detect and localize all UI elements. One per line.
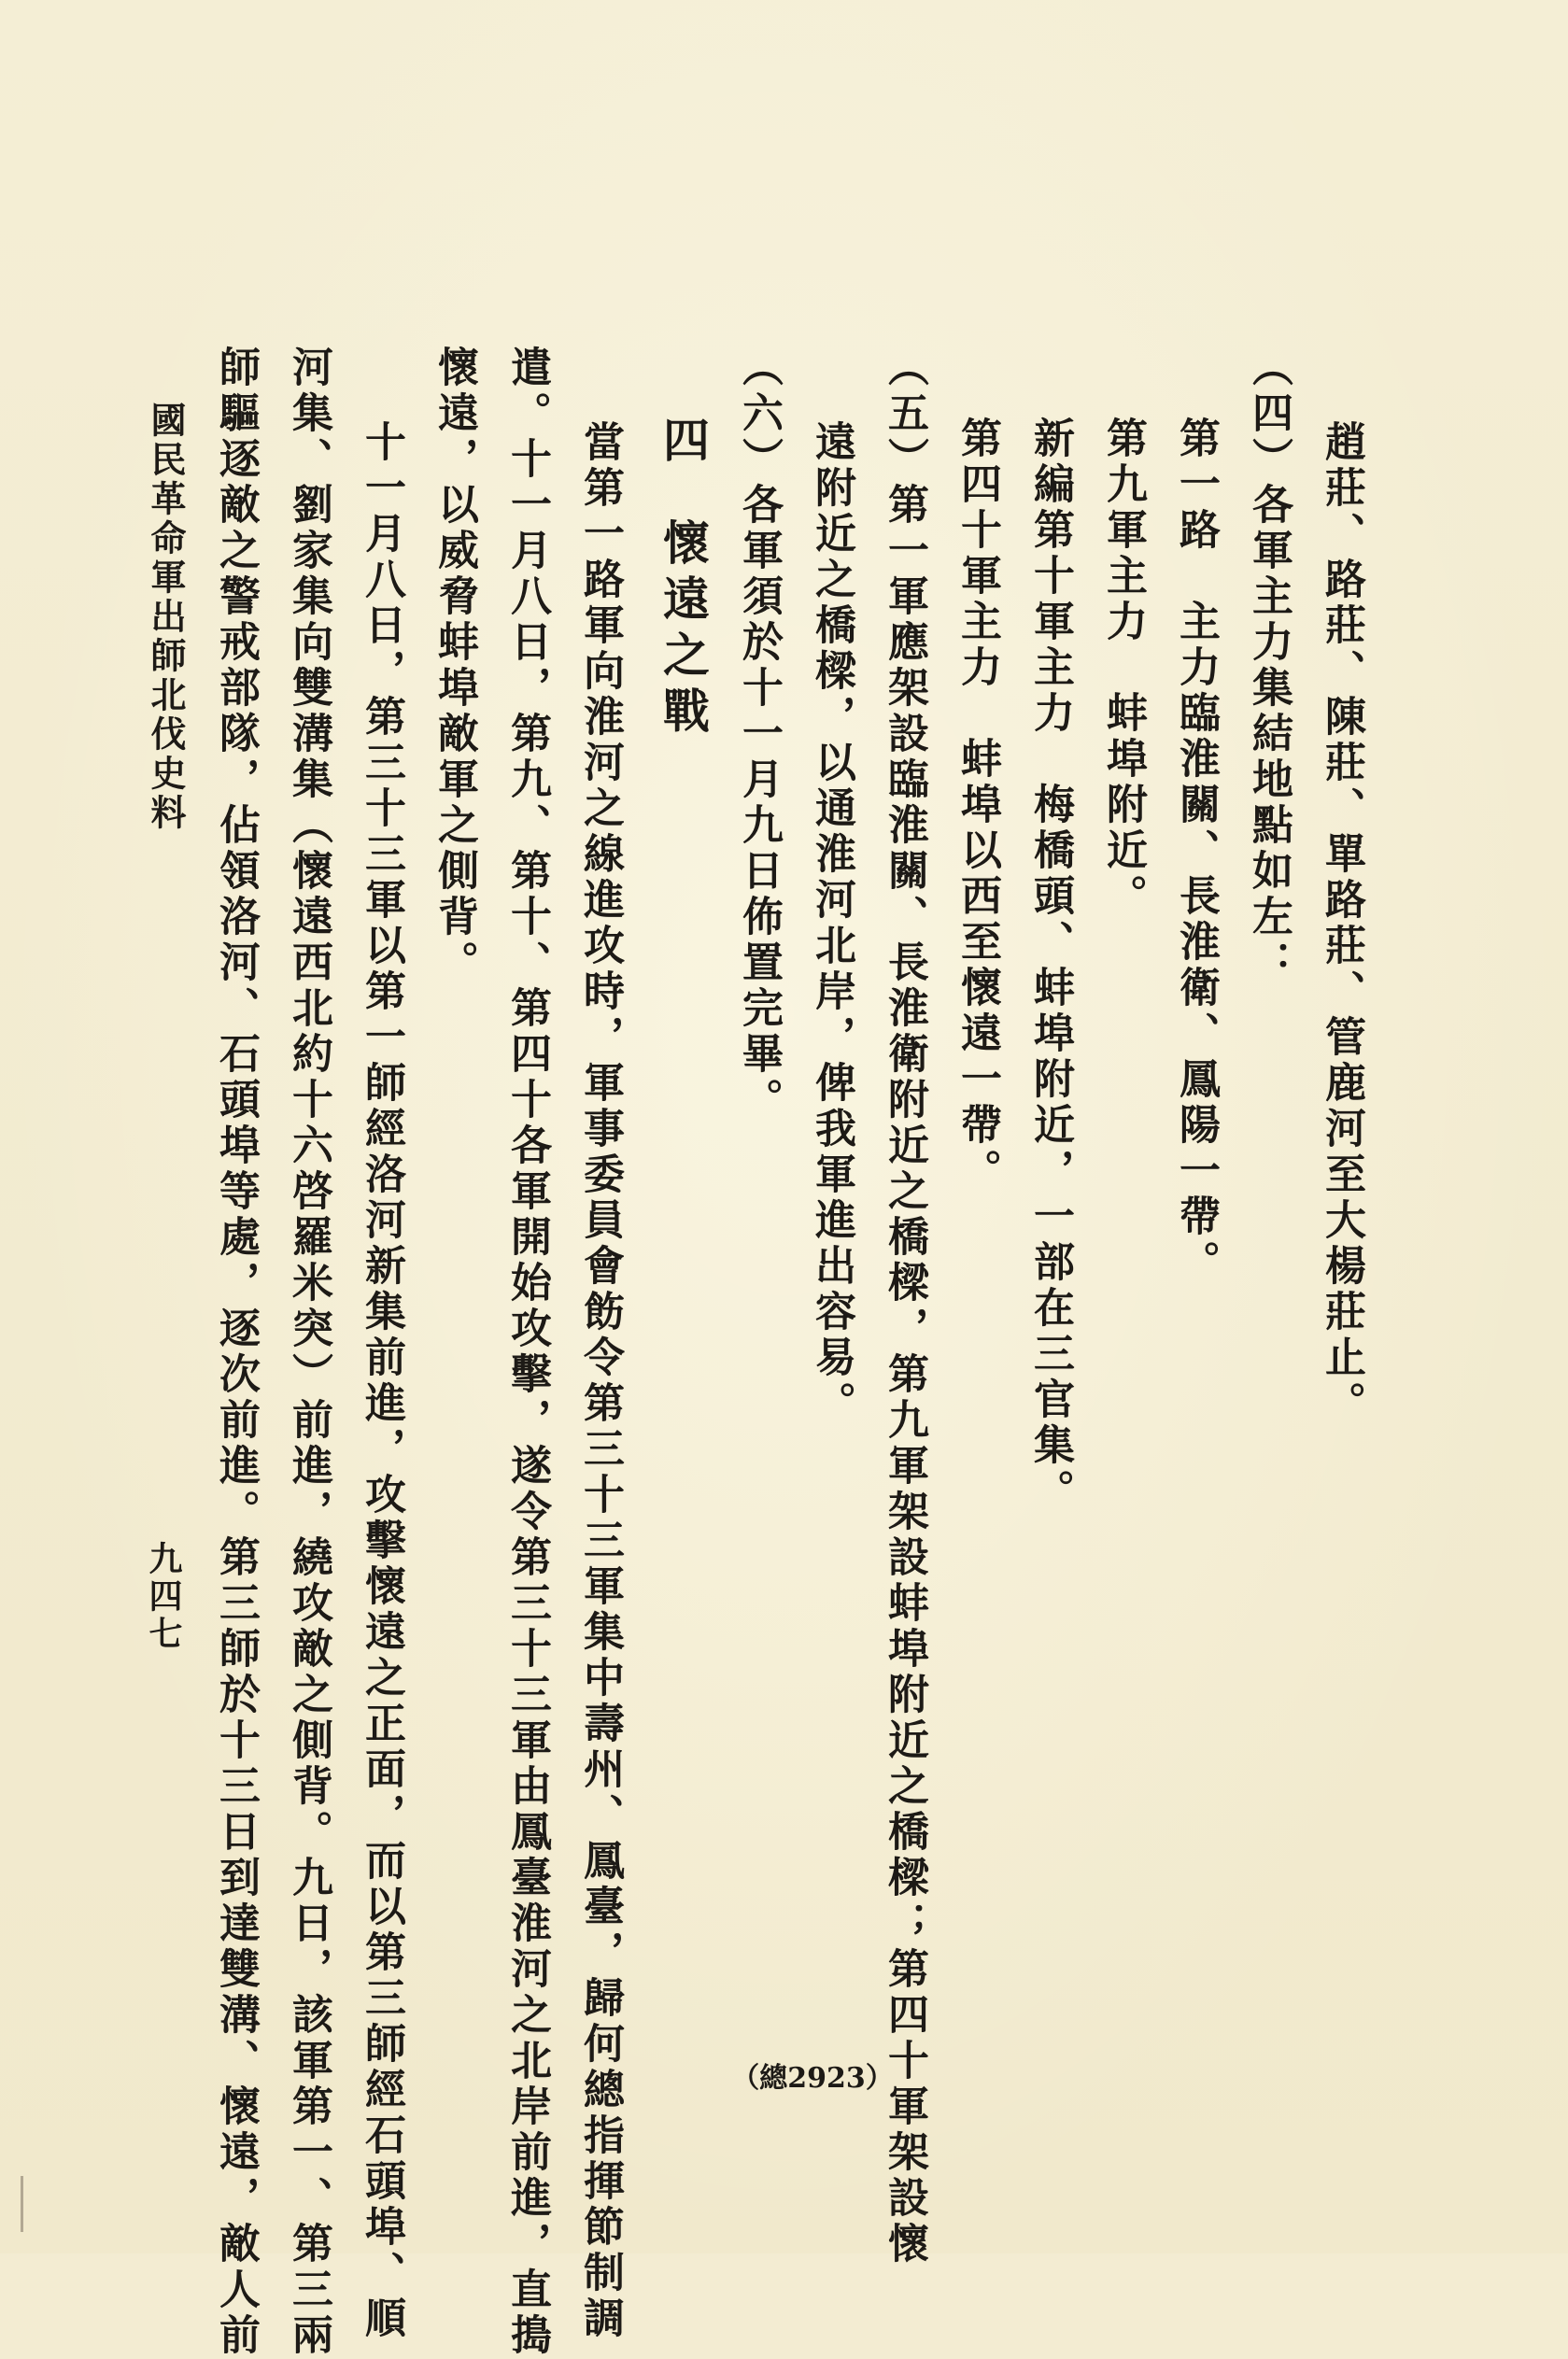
section-title: 懷遠之戰 bbox=[656, 518, 711, 742]
total-page-number: （總2923） bbox=[731, 2062, 894, 2095]
text-column-16: 師驅逐敵之警戒部隊，佔領洛河、石頭埠等處，逐次前進。第三師於十三日到達雙溝、懷遠，敵人前 bbox=[212, 346, 260, 2359]
text-column-5: 新編第十軍主力 梅橋頭、蚌埠附近，一部在三官集。 bbox=[1026, 417, 1074, 1515]
text-column-11: 當第一路軍向淮河之線進攻時，軍事委員會飭令第三十三軍集中壽州、鳳臺，歸何總指揮節制調 bbox=[576, 420, 624, 2342]
scan-edge-mark bbox=[21, 2176, 23, 2232]
text-column-13: 懷遠，以威脅蚌埠敵軍之側背。 bbox=[431, 346, 478, 986]
text-column-12: 遣。十一月八日，第九、第十、第四十各軍開始攻擊，遂令第三十三軍由鳳臺淮河之北岸前進，直搗 bbox=[503, 346, 551, 2359]
section-number: 四 bbox=[656, 416, 711, 462]
text-column-1: 趙莊、路莊、陳莊、單路莊、管鹿河至大楊莊止。 bbox=[1318, 420, 1365, 1427]
text-column-4: 第九軍主力 蚌埠附近。 bbox=[1099, 417, 1147, 920]
text-column-6: 第四十軍主力 蚌埠以西至懷遠一帶。 bbox=[954, 417, 1001, 1194]
text-column-9: （六）各軍須於十一月九日佈置完畢。 bbox=[735, 346, 783, 1123]
text-column-7: （五）第一軍應架設臨淮關、長淮衛附近之橋樑，第九軍架設蚌埠附近之橋樑；第四十軍架設懷 bbox=[881, 346, 928, 2267]
section-heading bbox=[656, 416, 711, 742]
text-column-14: 十一月八日，第三十三軍以第一師經洛河新集前進，攻擊懷遠之正面，而以第三師經石頭埠、順 bbox=[358, 420, 405, 2342]
text-column-3: 第一路 主力臨淮關、長淮衛、鳳陽一帶。 bbox=[1172, 417, 1220, 1286]
text-column-15: 河集、劉家集向雙溝集（懷遠西北約十六啓羅米突）前進，繞攻敵之側背。九日，該軍第一、第三兩 bbox=[285, 346, 332, 2359]
text-column-2: （四）各軍主力集結地點如左： bbox=[1245, 346, 1293, 986]
text-column-8: 遠附近之橋樑，以通淮河北岸，俾我軍進出容易。 bbox=[808, 420, 855, 1427]
book-title: 國民革命軍出師北伐史料 bbox=[145, 402, 187, 833]
page-number: 九四七 bbox=[144, 1541, 183, 1653]
